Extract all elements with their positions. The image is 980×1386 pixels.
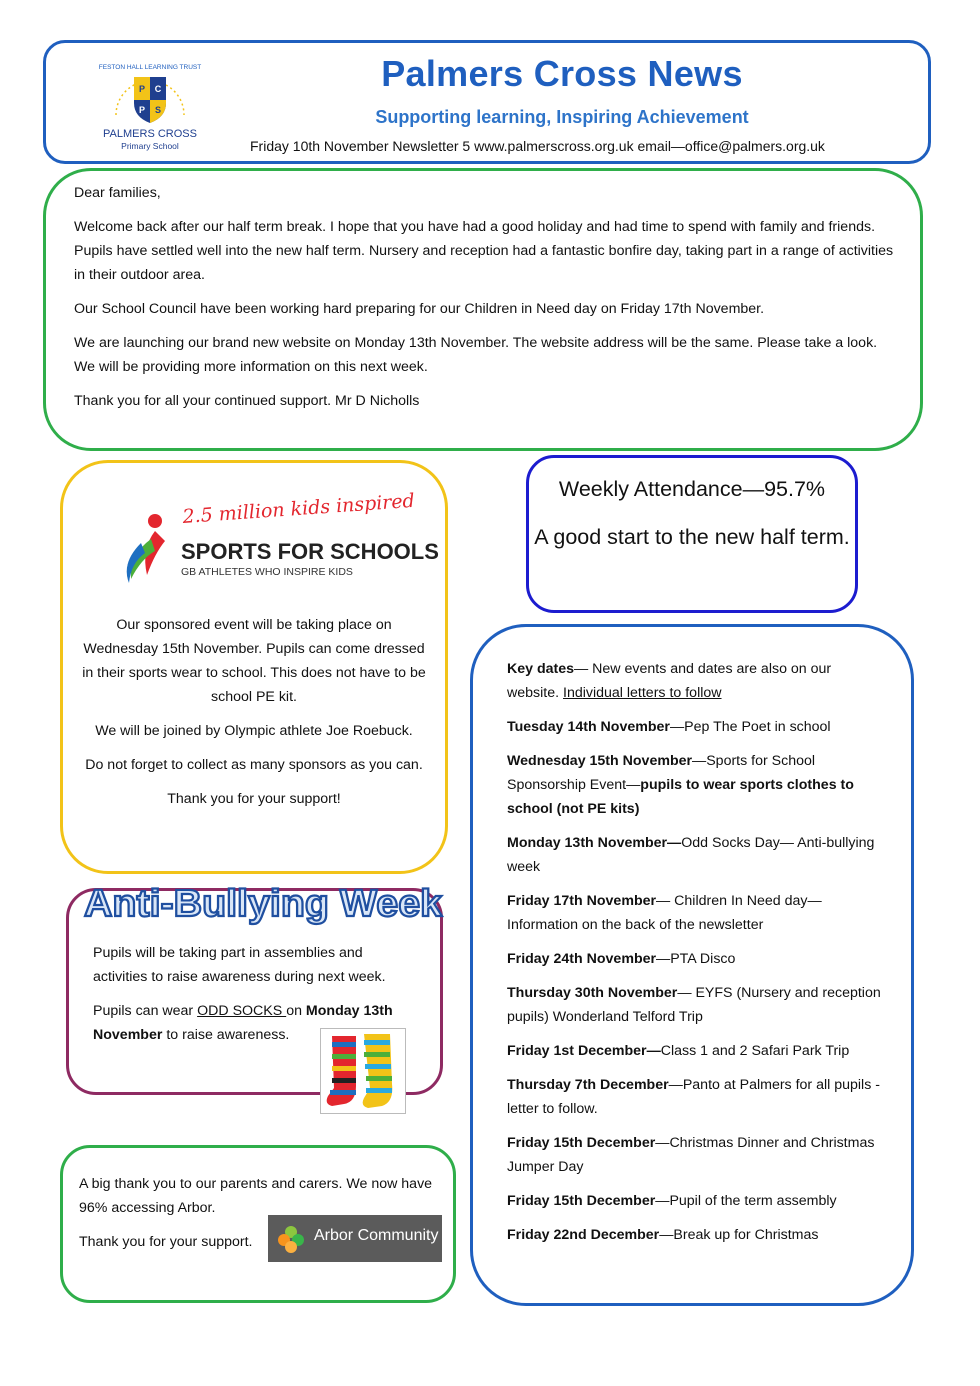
attendance-figure: Weekly Attendance—95.7% — [558, 477, 826, 501]
key-dates-heading: Key dates — [507, 661, 575, 677]
sports-for-schools-logo — [111, 479, 439, 595]
figure-head — [148, 514, 162, 528]
date-item: Friday 24th November—PTA Disco — [507, 951, 736, 967]
arbor-paragraph: A big thank you to our parents and carers. We now have 96% accessing Arbor. — [79, 1176, 433, 1216]
newsletter-info-line: Friday 10th November Newsletter 5 www.palmerscross.org.uk email—office@palmers.org.uk — [250, 138, 825, 154]
intro-signoff: Thank you for all your continued support. Mr D Nicholls — [74, 393, 420, 409]
attendance-comment: A good start to the new half term. — [534, 525, 850, 549]
sports-paragraph: Do not forget to collect as many sponsors as you can. — [85, 757, 423, 773]
arbor-community-logo — [268, 1215, 442, 1262]
anti-bullying-paragraph: Pupils will be taking part in assemblies and activities to raise awareness during next week. — [93, 945, 386, 985]
newsletter-header — [43, 40, 931, 164]
attendance-panel — [526, 455, 858, 613]
date-item: Monday 13th November—Odd Socks Day— Anti-bullying week — [507, 835, 875, 875]
newsletter-subtitle: Supporting learning, Inspiring Achievement — [375, 107, 749, 127]
anti-bullying-title-text: Anti-Bullying Week — [84, 883, 443, 925]
arbor-thanks: Thank you for your support. — [79, 1234, 253, 1250]
sports-paragraph: Our sponsored event will be taking place on Wednesday 15th November. Pupils can come dressed in their sports wear to school. This does not have to be school PE kit. — [82, 617, 426, 705]
odd-socks-icon — [320, 1028, 406, 1114]
logo-ring-text: FESTON HALL LEARNING TRUST — [98, 64, 202, 71]
newsletter-title: Palmers Cross News — [381, 53, 743, 94]
logo-name: SPORTS FOR SCHOOLS — [181, 539, 439, 564]
date-item: Thursday 7th December—Panto at Palmers for all pupils - letter to follow. — [507, 1077, 880, 1117]
intro-paragraph: Welcome back after our half term break. I hope that you have had a good holiday and had time to spend with family and friends. Pupils have settled well into the new half term. Nursery and reception had a fantastic bonfire day, taking part in a range of activities in their outdoor area. — [74, 219, 894, 283]
intro-paragraph: We are launching our brand new website on Monday 13th November. The website address will be the same. Please take a look. We will be providing more information on this next week. — [74, 335, 878, 375]
key-dates-intro: Key dates— New events and dates are also on our website. Individual letters to follow — [507, 661, 832, 701]
date-item: Friday 15th December—Christmas Dinner and Christmas Jumper Day — [507, 1135, 875, 1175]
date-item: Friday 22nd December—Break up for Christmas — [507, 1227, 819, 1243]
logo-tagline: 2.5 million kids inspired — [181, 489, 416, 528]
date-item: Friday 15th December—Pupil of the term assembly — [507, 1193, 837, 1209]
date-item: Thursday 30th November— EYFS (Nursery and reception pupils) Wonderland Telford Trip — [507, 985, 881, 1025]
intro-paragraph: Our School Council have been working hard preparing for our Children in Need day on Friday 17th November. — [74, 301, 765, 317]
individual-letters-note: Individual letters to follow — [563, 685, 722, 701]
odd-socks-note: ODD SOCKS — [197, 1003, 287, 1019]
arbor-leaf-icon — [276, 1224, 306, 1254]
key-dates-panel — [470, 624, 914, 1306]
crest-letter: C — [154, 84, 162, 94]
crest-letter: P — [138, 105, 146, 115]
sports-paragraph: We will be joined by Olympic athlete Joe Roebuck. — [95, 723, 413, 739]
crest-letter: S — [154, 105, 162, 115]
crest-letter: P — [138, 84, 146, 94]
date-item: Friday 1st December—Class 1 and 2 Safari Park Trip — [507, 1043, 850, 1059]
date-item: Tuesday 14th November—Pep The Poet in school — [507, 719, 831, 735]
logo-school-name: PALMERS CROSS — [103, 128, 197, 140]
anti-bullying-title — [80, 876, 450, 928]
logo-sub: GB ATHLETES WHO INSPIRE KIDS — [181, 566, 353, 578]
anti-bullying-paragraph: Pupils can wear ODD SOCKS on Monday 13th November to raise awareness. — [93, 1003, 393, 1043]
date-item: Friday 17th November— Children In Need day— Information on the back of the newsletter — [507, 893, 822, 933]
sports-for-schools-panel — [60, 460, 448, 874]
sports-paragraph: Thank you for your support! — [167, 791, 341, 807]
date-item: Wednesday 15th November—Sports for School Sponsorship Event—pupils to wear sports clothes to school (not PE kits) — [507, 753, 854, 817]
intro-greeting: Dear families, — [74, 185, 161, 201]
intro-letter — [43, 168, 923, 451]
logo-school-type: Primary School — [121, 141, 179, 151]
arbor-logo-label: Arbor Community — [314, 1227, 439, 1244]
